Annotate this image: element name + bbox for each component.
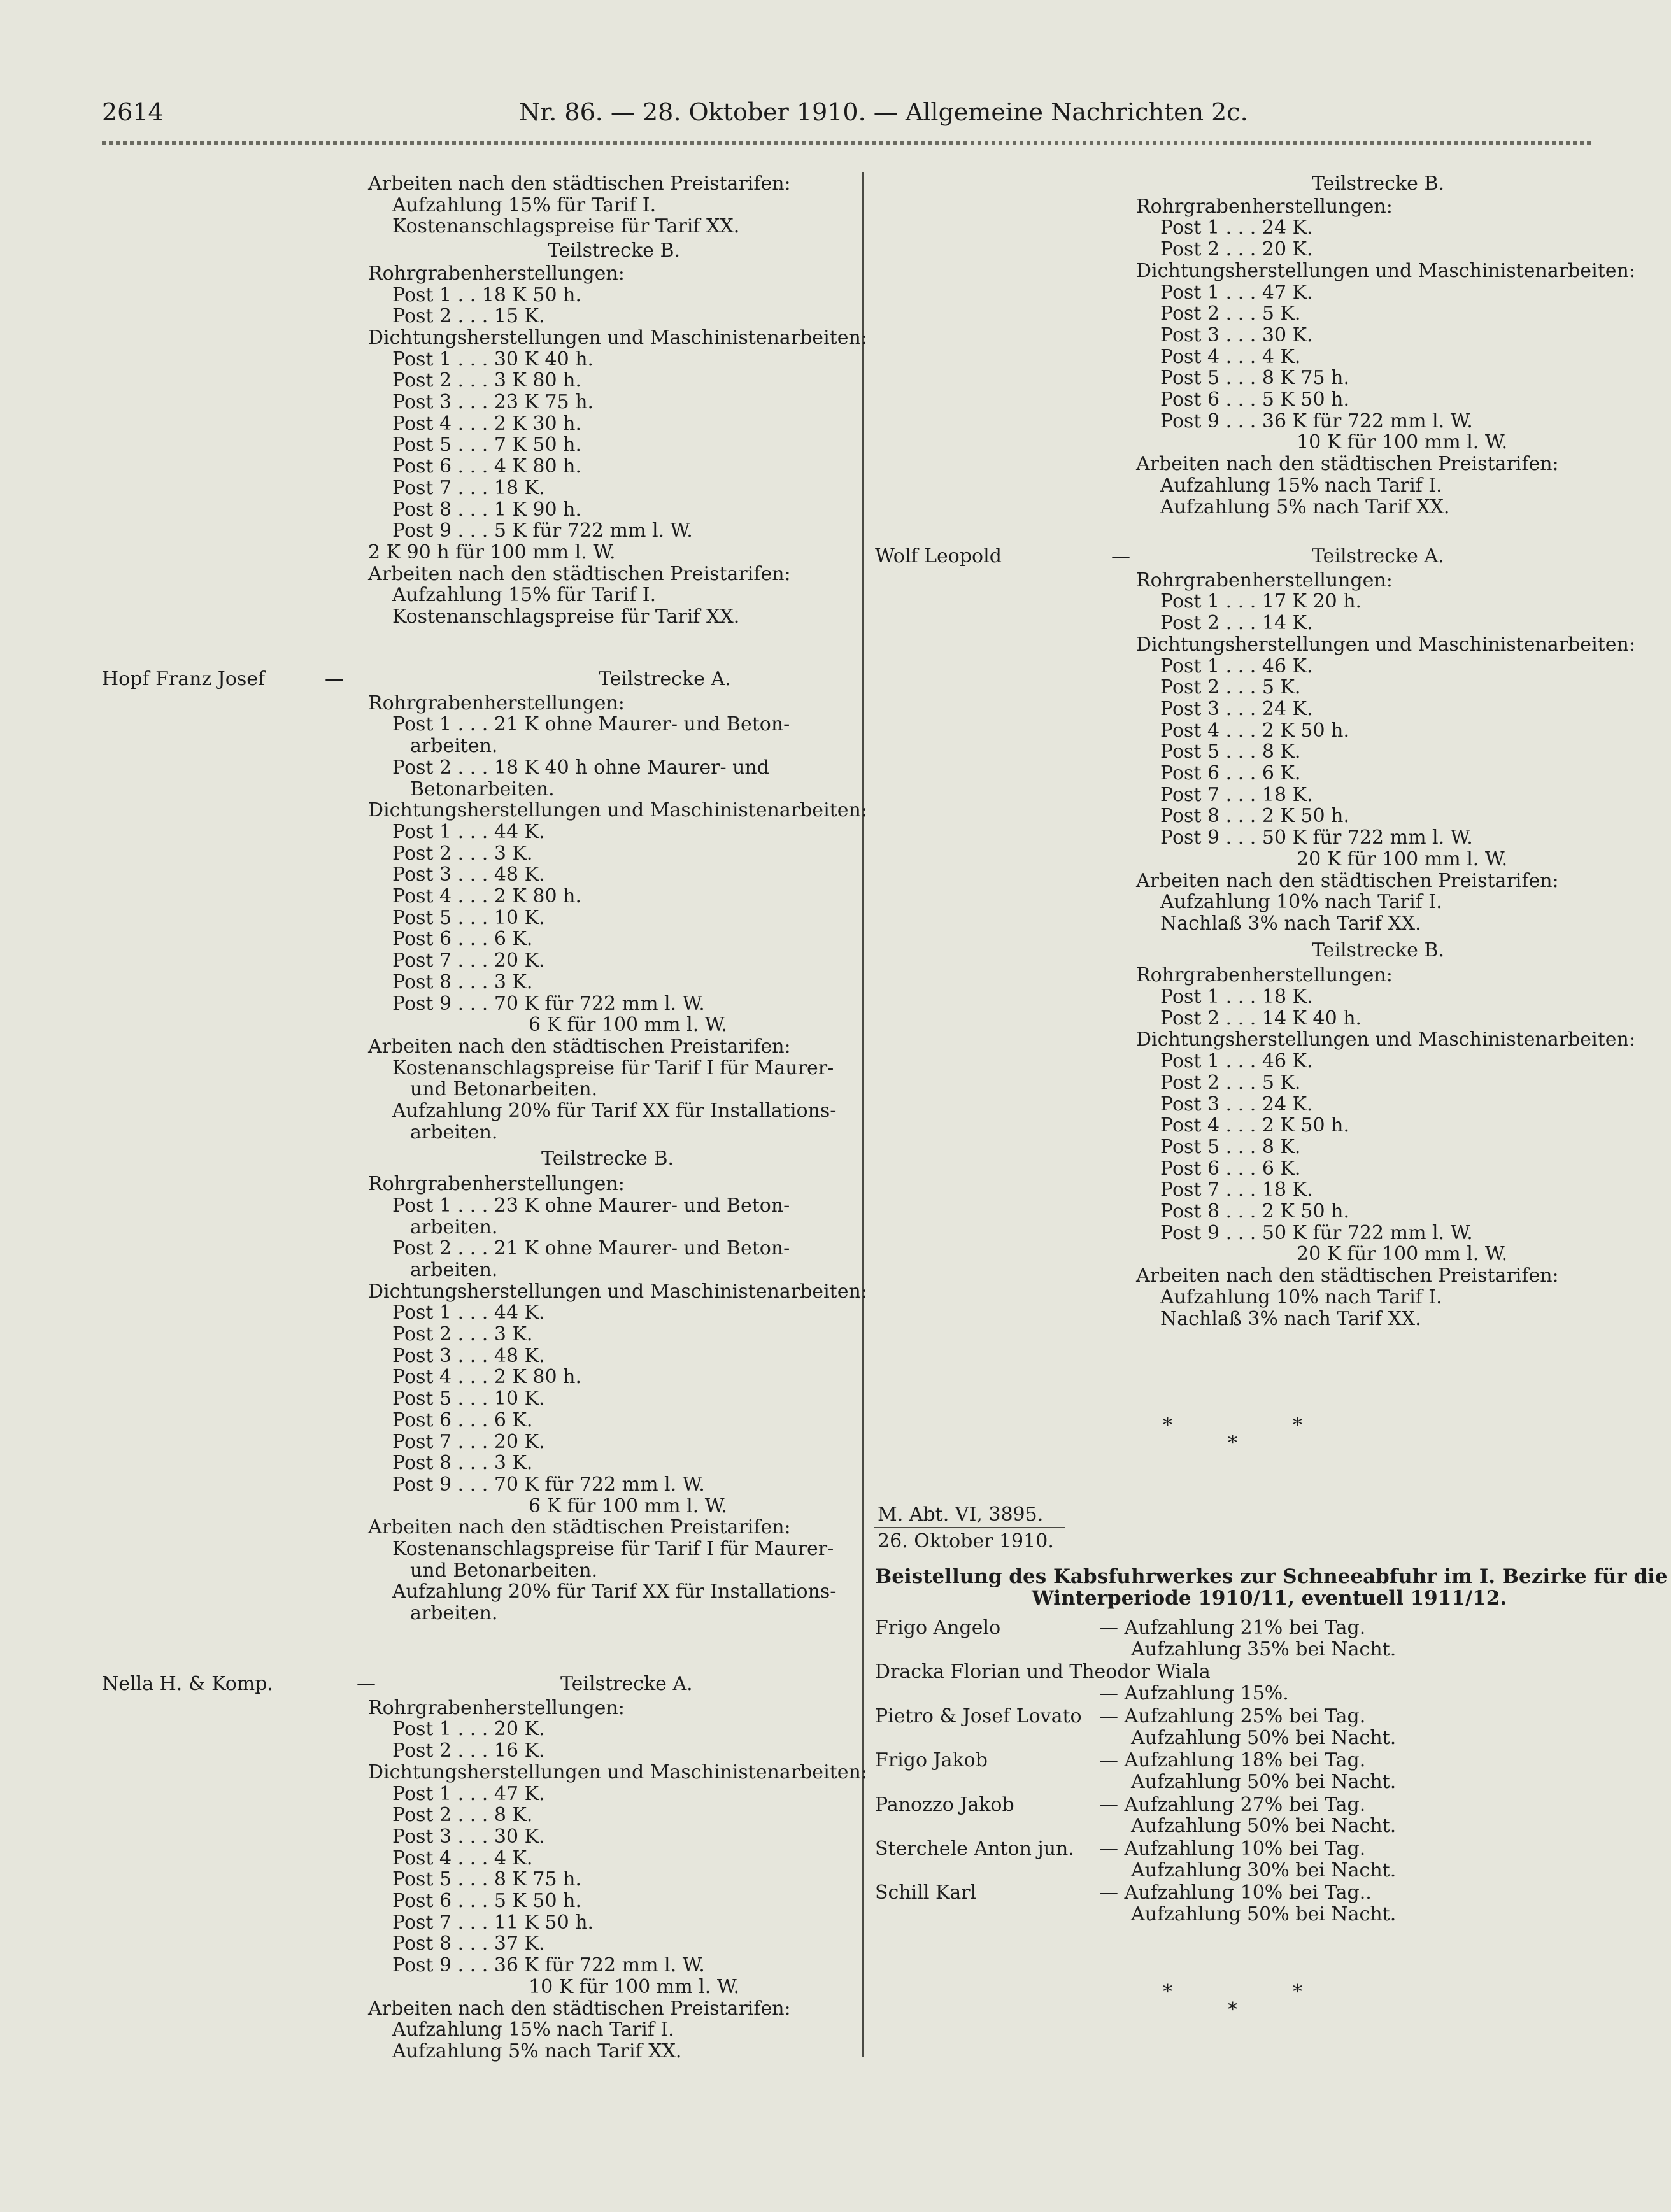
tarif-line: Post 3 . . . 23 K 75 h. <box>392 391 594 413</box>
tarif-line: Post 6 . . . 6 K. <box>392 1408 533 1431</box>
section-heading: Teilstrecke B. <box>541 1147 674 1170</box>
tarif-line: Post 7 . . . 18 K. <box>1160 783 1313 806</box>
tarif-line: Rohrgrabenherstellungen: <box>368 1696 625 1719</box>
tarif-line: Post 7 . . . 18 K. <box>392 476 545 499</box>
section-heading: Teilstrecke B. <box>1312 173 1445 195</box>
tarif-line: Post 5 . . . 8 K 75 h. <box>1160 367 1349 390</box>
contractor-bid: Aufzahlung 50% bei Nacht. <box>1131 1815 1397 1838</box>
section-heading: Teilstrecke A. <box>599 668 731 690</box>
tarif-line: Post 8 . . . 1 K 90 h. <box>392 498 581 521</box>
tarif-line: Post 6 . . . 6 K. <box>1160 762 1301 784</box>
tarif-line: Post 3 . . . 48 K. <box>392 863 545 886</box>
tarif-line: Arbeiten nach den städtischen Preistarifen: <box>368 1997 791 2020</box>
contractor-bid: Aufzahlung 35% bei Nacht. <box>1131 1638 1397 1661</box>
tarif-line: Nachlaß 3% nach Tarif XX. <box>1160 912 1421 935</box>
tarif-line: Post 7 . . . 20 K. <box>392 1430 545 1453</box>
bidder-dash: — <box>325 668 344 690</box>
ornament-star: * <box>1293 1414 1302 1436</box>
section-heading: Teilstrecke A. <box>1312 545 1444 567</box>
tarif-line: Post 1 . . . 46 K. <box>1160 655 1313 677</box>
tarif-line: Post 3 . . . 30 K. <box>1160 323 1313 346</box>
tarif-line: Post 2 . . . 21 K ohne Maurer- und Beton- <box>392 1237 790 1260</box>
tarif-line: Arbeiten nach den städtischen Preistarifen: <box>368 562 791 585</box>
tarif-line: Kostenanschlagspreise für Tarif XX. <box>392 606 740 628</box>
tarif-line: Post 1 . . . 23 K ohne Maurer- und Beton- <box>392 1194 790 1217</box>
tarif-line: und Betonarbeiten. <box>410 1559 598 1582</box>
tarif-line: Aufzahlung 15% nach Tarif I. <box>1160 474 1442 497</box>
tarif-line: Post 4 . . . 4 K. <box>392 1847 533 1869</box>
notice-title-line1: Beistellung des Kabsfuhrwerkes zur Schneeabfuhr im I. Bezirke für die <box>875 1565 1668 1588</box>
tarif-line: Post 9 . . . 50 K für 722 mm l. W. <box>1160 826 1473 849</box>
tarif-line: Post 5 . . . 10 K. <box>392 1387 545 1410</box>
tarif-line: Post 4 . . . 2 K 80 h. <box>392 885 581 907</box>
contractor-name: Frigo Jakob <box>875 1749 988 1772</box>
contractor-name: Frigo Angelo <box>875 1617 1001 1639</box>
tarif-line: Aufzahlung 5% nach Tarif XX. <box>392 2039 682 2062</box>
tarif-line: Post 5 . . . 7 K 50 h. <box>392 434 581 457</box>
tarif-line: Post 9 . . . 70 K für 722 mm l. W. <box>392 1473 705 1496</box>
tarif-line: Post 8 . . . 3 K. <box>392 970 533 993</box>
tarif-line: Post 2 . . . 3 K 80 h. <box>392 369 581 392</box>
tarif-line: Dichtungsherstellungen und Maschinistenarbeiten: <box>368 326 867 349</box>
tarif-line: Post 8 . . . 2 K 50 h. <box>1160 1200 1349 1223</box>
tarif-line: Post 8 . . . 3 K. <box>392 1452 533 1475</box>
tarif-line: 10 K für 100 mm l. W. <box>1297 431 1507 454</box>
header-rule <box>102 141 1592 145</box>
contractor-bid: Aufzahlung 50% bei Nacht. <box>1131 1770 1397 1793</box>
tarif-line: Aufzahlung 20% für Tarif XX für Installations- <box>392 1100 837 1122</box>
tarif-line: 6 K für 100 mm l. W. <box>529 1014 727 1037</box>
contractor-name: Sterchele Anton jun. <box>875 1838 1074 1860</box>
tarif-line: Post 9 . . . 36 K für 722 mm l. W. <box>392 1954 705 1977</box>
tarif-line: Post 6 . . . 4 K 80 h. <box>392 455 581 478</box>
tarif-line: Post 7 . . . 18 K. <box>1160 1179 1313 1202</box>
tarif-line: Post 5 . . . 10 K. <box>392 906 545 929</box>
tarif-line: arbeiten. <box>410 1216 498 1238</box>
tarif-line: Post 8 . . . 37 K. <box>392 1932 545 1955</box>
tarif-line: 2 K 90 h für 100 mm l. W. <box>368 541 616 564</box>
section-heading: Teilstrecke B. <box>1312 939 1445 961</box>
tarif-line: Post 4 . . . 4 K. <box>1160 345 1301 368</box>
tarif-line: Post 9 . . . 36 K für 722 mm l. W. <box>1160 409 1473 432</box>
tarif-line: Post 1 . . . 21 K ohne Maurer- und Beton- <box>392 713 790 736</box>
tarif-line: 20 K für 100 mm l. W. <box>1297 1243 1507 1266</box>
tarif-line: Arbeiten nach den städtischen Preistarifen: <box>368 173 791 195</box>
tarif-line: 10 K für 100 mm l. W. <box>529 1975 739 1998</box>
bidder-name: Hopf Franz Josef <box>102 668 266 690</box>
tarif-line: Post 6 . . . 5 K 50 h. <box>1160 388 1349 411</box>
ornament-star: * <box>1163 1414 1172 1436</box>
tarif-line: Post 1 . . . 44 K. <box>392 1301 545 1324</box>
tarif-line: Kostenanschlagspreise für Tarif I für Maurer- <box>392 1056 834 1079</box>
page-number: 2614 <box>102 98 164 126</box>
tarif-line: Aufzahlung 10% nach Tarif I. <box>1160 891 1442 914</box>
ornament-star: * <box>1163 1981 1172 2003</box>
tarif-line: Post 5 . . . 8 K. <box>1160 1135 1301 1158</box>
tarif-line: Post 9 . . . 50 K für 722 mm l. W. <box>1160 1221 1473 1244</box>
tarif-line: Aufzahlung 15% für Tarif I. <box>392 194 657 216</box>
tarif-line: Post 1 . . . 30 K 40 h. <box>392 348 594 371</box>
tarif-line: Dichtungsherstellungen und Maschinistenarbeiten: <box>1136 1028 1635 1051</box>
tarif-line: Dichtungsherstellungen und Maschinistenarbeiten: <box>1136 633 1635 656</box>
tarif-line: Post 2 . . . 20 K. <box>1160 238 1313 261</box>
tarif-line: Post 6 . . . 5 K 50 h. <box>392 1890 581 1912</box>
tarif-line: arbeiten. <box>410 1258 498 1281</box>
tarif-line: Post 1 . . . 24 K. <box>1160 216 1313 239</box>
contractor-bid: Aufzahlung 50% bei Nacht. <box>1131 1903 1397 1926</box>
tarif-line: Post 1 . . . 47 K. <box>1160 281 1313 304</box>
tarif-line: Post 2 . . . 5 K. <box>1160 676 1301 699</box>
contractor-name: Panozzo Jakob <box>875 1793 1014 1816</box>
tarif-line: 6 K für 100 mm l. W. <box>529 1494 727 1517</box>
tarif-line: Post 1 . . . 46 K. <box>1160 1050 1313 1073</box>
contractor-bid: Aufzahlung 30% bei Nacht. <box>1131 1859 1397 1882</box>
tarif-line: Post 2 . . . 5 K. <box>1160 302 1301 325</box>
tarif-line: Post 2 . . . 15 K. <box>392 305 545 328</box>
tarif-line: Post 6 . . . 6 K. <box>1160 1157 1301 1180</box>
tarif-line: Post 5 . . . 8 K. <box>1160 741 1301 763</box>
tarif-line: Rohrgrabenherstellungen: <box>368 691 625 714</box>
tarif-line: Post 2 . . . 8 K. <box>392 1804 533 1827</box>
tarif-line: Post 2 . . . 3 K. <box>392 1323 533 1345</box>
contractor-bid: — Aufzahlung 27% bei Tag. <box>1099 1793 1366 1816</box>
tarif-line: Post 2 . . . 5 K. <box>1160 1071 1301 1094</box>
tarif-line: Post 1 . . . 17 K 20 h. <box>1160 590 1362 613</box>
tarif-line: Arbeiten nach den städtischen Preistarifen: <box>1136 869 1559 892</box>
notice-title-line2: Winterperiode 1910/11, eventuell 1911/12. <box>1032 1587 1507 1610</box>
tarif-line: Aufzahlung 10% nach Tarif I. <box>1160 1286 1442 1308</box>
tarif-line: Rohrgrabenherstellungen: <box>368 1173 625 1196</box>
tarif-line: Post 1 . . . 18 K. <box>1160 986 1313 1008</box>
tarif-line: Post 3 . . . 24 K. <box>1160 697 1313 720</box>
tarif-line: Kostenanschlagspreise für Tarif I für Maurer- <box>392 1538 834 1560</box>
section-heading: Teilstrecke A. <box>560 1673 693 1695</box>
tarif-line: Arbeiten nach den städtischen Preistarifen: <box>1136 1265 1559 1287</box>
contractor-bid: — Aufzahlung 15%. <box>1099 1682 1289 1705</box>
tarif-line: Nachlaß 3% nach Tarif XX. <box>1160 1307 1421 1330</box>
tarif-line: Post 4 . . . 2 K 50 h. <box>1160 1114 1349 1137</box>
ornament-star: * <box>1228 1432 1237 1454</box>
tarif-line: arbeiten. <box>410 735 498 758</box>
tarif-line: Post 7 . . . 11 K 50 h. <box>392 1911 594 1934</box>
notice-ref-rule <box>874 1527 1065 1528</box>
tarif-line: 20 K für 100 mm l. W. <box>1297 847 1507 870</box>
tarif-line: Post 2 . . . 3 K. <box>392 842 533 865</box>
tarif-line: Post 6 . . . 6 K. <box>392 928 533 951</box>
tarif-line: Aufzahlung 15% für Tarif I. <box>392 584 657 607</box>
tarif-line: Post 2 . . . 14 K. <box>1160 612 1313 635</box>
tarif-line: Aufzahlung 15% nach Tarif I. <box>392 2018 674 2041</box>
tarif-line: Post 9 . . . 70 K für 722 mm l. W. <box>392 992 705 1015</box>
tarif-line: Dichtungsherstellungen und Maschinistenarbeiten: <box>1136 259 1635 282</box>
contractor-bid: Aufzahlung 50% bei Nacht. <box>1131 1726 1397 1749</box>
tarif-line: Aufzahlung 5% nach Tarif XX. <box>1160 495 1450 518</box>
contractor-bid: — Aufzahlung 25% bei Tag. <box>1099 1705 1366 1727</box>
tarif-line: Post 4 . . . 2 K 50 h. <box>1160 719 1349 742</box>
contractor-bid: — Aufzahlung 21% bei Tag. <box>1099 1617 1366 1639</box>
tarif-line: arbeiten. <box>410 1602 498 1625</box>
contractor-name: Pietro & Josef Lovato <box>875 1705 1082 1727</box>
contractor-name: Schill Karl <box>875 1882 977 1904</box>
tarif-line: Post 1 . . . 20 K. <box>392 1718 545 1741</box>
tarif-line: Post 1 . . . 47 K. <box>392 1782 545 1805</box>
tarif-line: arbeiten. <box>410 1121 498 1144</box>
tarif-line: Arbeiten nach den städtischen Preistarifen: <box>1136 453 1559 476</box>
tarif-line: Betonarbeiten. <box>410 777 555 800</box>
tarif-line: Kostenanschlagspreise für Tarif XX. <box>392 215 740 238</box>
tarif-line: Post 2 . . . 16 K. <box>392 1740 545 1762</box>
tarif-line: Post 4 . . . 2 K 30 h. <box>392 412 581 435</box>
contractor-bid: — Aufzahlung 18% bei Tag. <box>1099 1749 1366 1772</box>
tarif-line: Post 8 . . . 2 K 50 h. <box>1160 805 1349 828</box>
bidder-name: Nella H. & Komp. <box>102 1673 273 1695</box>
notice-date: 26. Oktober 1910. <box>878 1530 1054 1552</box>
tarif-line: Arbeiten nach den städtischen Preistarifen: <box>368 1516 791 1539</box>
contractor-bid: — Aufzahlung 10% bei Tag.. <box>1099 1882 1372 1904</box>
tarif-line: Post 1 . . . 44 K. <box>392 820 545 843</box>
tarif-line: Dichtungsherstellungen und Maschinistenarbeiten: <box>368 1280 867 1303</box>
contractor-bid: — Aufzahlung 10% bei Tag. <box>1099 1838 1366 1860</box>
tarif-line: Rohrgrabenherstellungen: <box>368 262 625 285</box>
bidder-dash: — <box>1111 545 1130 567</box>
running-title: Nr. 86. — 28. Oktober 1910. — Allgemeine Nachrichten 2c. <box>519 98 1248 126</box>
tarif-line: Rohrgrabenherstellungen: <box>1136 964 1393 987</box>
notice-reference: M. Abt. VI, 3895. <box>878 1503 1044 1526</box>
ornament-star: * <box>1228 1999 1237 2021</box>
tarif-line: Dichtungsherstellungen und Maschinistenarbeiten: <box>368 799 867 822</box>
ornament-star: * <box>1293 1981 1302 2003</box>
tarif-line: Rohrgrabenherstellungen: <box>1136 569 1393 592</box>
tarif-line: Post 5 . . . 8 K 75 h. <box>392 1868 581 1891</box>
tarif-line: Dichtungsherstellungen und Maschinistenarbeiten: <box>368 1761 867 1783</box>
bidder-name: Wolf Leopold <box>875 545 1002 567</box>
contractor-name: Dracka Florian und Theodor Wiala <box>875 1661 1211 1684</box>
tarif-line: Arbeiten nach den städtischen Preistarifen: <box>368 1035 791 1058</box>
tarif-line: Post 1 . . 18 K 50 h. <box>392 283 582 306</box>
tarif-line: Post 4 . . . 2 K 80 h. <box>392 1366 581 1389</box>
bidder-dash: — <box>357 1673 376 1695</box>
tarif-line: Post 9 . . . 5 K für 722 mm l. W. <box>392 520 693 542</box>
tarif-line: Post 3 . . . 24 K. <box>1160 1093 1313 1116</box>
tarif-line: Post 2 . . . 18 K 40 h ohne Maurer- und <box>392 756 769 779</box>
tarif-line: Post 3 . . . 30 K. <box>392 1825 545 1848</box>
tarif-line: Post 2 . . . 14 K 40 h. <box>1160 1007 1362 1030</box>
tarif-line: Post 3 . . . 48 K. <box>392 1344 545 1367</box>
tarif-line: Post 7 . . . 20 K. <box>392 949 545 972</box>
tarif-line: Rohrgrabenherstellungen: <box>1136 195 1393 218</box>
section-heading: Teilstrecke B. <box>548 239 681 262</box>
tarif-line: Aufzahlung 20% für Tarif XX für Installations- <box>392 1580 837 1603</box>
tarif-line: und Betonarbeiten. <box>410 1078 598 1101</box>
